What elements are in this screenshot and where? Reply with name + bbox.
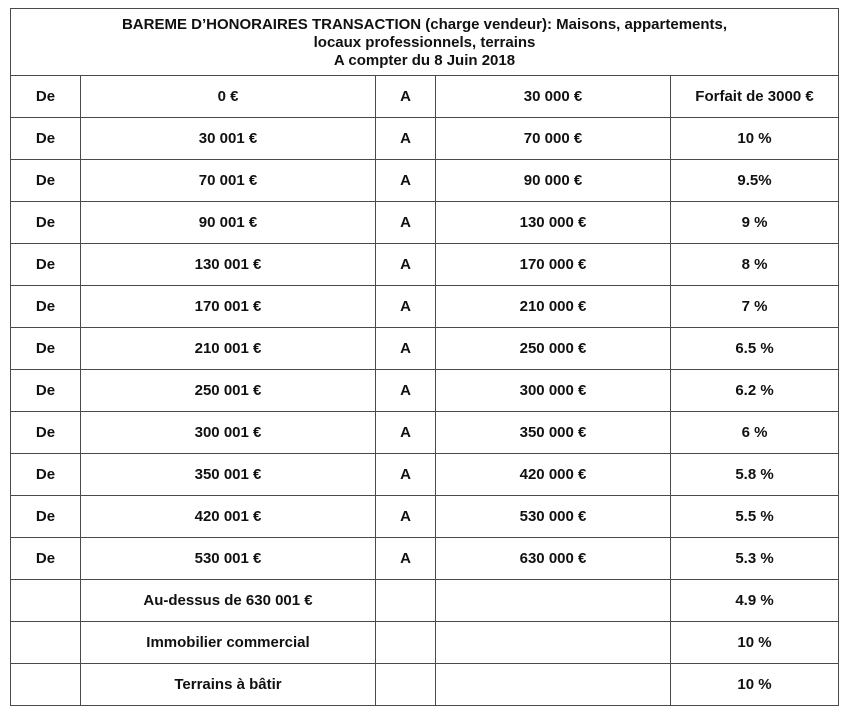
de-cell: De [11, 160, 81, 202]
a-cell: A [376, 118, 436, 160]
de-cell: De [11, 496, 81, 538]
to-amount-cell: 90 000 € [436, 160, 671, 202]
fee-schedule-table [10, 8, 839, 706]
de-cell: De [11, 202, 81, 244]
empty-cell [11, 622, 81, 664]
fee-rate-cell: 5.5 % [671, 496, 839, 538]
special-row [11, 580, 839, 622]
table-row [11, 496, 839, 538]
to-amount-cell: 170 000 € [436, 244, 671, 286]
a-cell: A [376, 286, 436, 328]
from-amount-cell: 300 001 € [81, 412, 376, 454]
de-cell: De [11, 244, 81, 286]
table-row [11, 76, 839, 118]
title-line-3: A compter du 8 Juin 2018 [333, 52, 516, 69]
de-cell: De [11, 454, 81, 496]
empty-cell [436, 664, 671, 706]
fee-rate-cell: 10 % [671, 664, 839, 706]
table-row [11, 286, 839, 328]
empty-cell [11, 580, 81, 622]
a-cell: A [376, 496, 436, 538]
from-amount-cell: 90 001 € [81, 202, 376, 244]
from-amount-cell: 420 001 € [81, 496, 376, 538]
special-row [11, 622, 839, 664]
de-cell: De [11, 118, 81, 160]
de-cell: De [11, 412, 81, 454]
table-row [11, 370, 839, 412]
table-row [11, 160, 839, 202]
from-amount-cell: 210 001 € [81, 328, 376, 370]
table-row [11, 328, 839, 370]
table-row [11, 244, 839, 286]
fee-rate-cell: 8 % [671, 244, 839, 286]
empty-cell [376, 622, 436, 664]
fee-rate-cell: 6.5 % [671, 328, 839, 370]
to-amount-cell: 630 000 € [436, 538, 671, 580]
title-line-1: BAREME D’HONORAIRES TRANSACTION (charge vendeur): Maisons, appartements, [121, 16, 728, 33]
a-cell: A [376, 328, 436, 370]
empty-cell [436, 580, 671, 622]
a-cell: A [376, 454, 436, 496]
title-row [11, 9, 839, 76]
de-cell: De [11, 286, 81, 328]
fee-rate-cell: 5.3 % [671, 538, 839, 580]
a-cell: A [376, 412, 436, 454]
fee-rate-cell: 5.8 % [671, 454, 839, 496]
a-cell: A [376, 538, 436, 580]
table-row [11, 118, 839, 160]
table-row [11, 538, 839, 580]
to-amount-cell: 70 000 € [436, 118, 671, 160]
to-amount-cell: 350 000 € [436, 412, 671, 454]
from-amount-cell: 170 001 € [81, 286, 376, 328]
table-title [11, 9, 839, 76]
special-label-cell: Immobilier commercial [81, 622, 376, 664]
fee-schedule-document [10, 8, 838, 706]
a-cell: A [376, 244, 436, 286]
a-cell: A [376, 160, 436, 202]
empty-cell [436, 622, 671, 664]
from-amount-cell: 0 € [81, 76, 376, 118]
special-label-cell: Terrains à bâtir [81, 664, 376, 706]
special-row [11, 664, 839, 706]
de-cell: De [11, 370, 81, 412]
empty-cell [11, 664, 81, 706]
a-cell: A [376, 370, 436, 412]
from-amount-cell: 350 001 € [81, 454, 376, 496]
from-amount-cell: 530 001 € [81, 538, 376, 580]
empty-cell [376, 664, 436, 706]
to-amount-cell: 210 000 € [436, 286, 671, 328]
fee-rate-cell: 10 % [671, 118, 839, 160]
fee-rate-cell: Forfait de 3000 € [671, 76, 839, 118]
to-amount-cell: 530 000 € [436, 496, 671, 538]
fee-rate-cell: 9 % [671, 202, 839, 244]
to-amount-cell: 420 000 € [436, 454, 671, 496]
a-cell: A [376, 76, 436, 118]
de-cell: De [11, 328, 81, 370]
fee-rate-cell: 4.9 % [671, 580, 839, 622]
de-cell: De [11, 538, 81, 580]
title-line-2: locaux professionnels, terrains [313, 34, 536, 51]
de-cell: De [11, 76, 81, 118]
from-amount-cell: 250 001 € [81, 370, 376, 412]
table-row [11, 412, 839, 454]
table-row [11, 202, 839, 244]
to-amount-cell: 300 000 € [436, 370, 671, 412]
fee-rate-cell: 7 % [671, 286, 839, 328]
to-amount-cell: 30 000 € [436, 76, 671, 118]
fee-rate-cell: 10 % [671, 622, 839, 664]
special-label-cell: Au-dessus de 630 001 € [81, 580, 376, 622]
fee-rate-cell: 6.2 % [671, 370, 839, 412]
a-cell: A [376, 202, 436, 244]
from-amount-cell: 70 001 € [81, 160, 376, 202]
to-amount-cell: 250 000 € [436, 328, 671, 370]
from-amount-cell: 30 001 € [81, 118, 376, 160]
empty-cell [376, 580, 436, 622]
from-amount-cell: 130 001 € [81, 244, 376, 286]
fee-rate-cell: 6 % [671, 412, 839, 454]
fee-rate-cell: 9.5% [671, 160, 839, 202]
to-amount-cell: 130 000 € [436, 202, 671, 244]
table-row [11, 454, 839, 496]
